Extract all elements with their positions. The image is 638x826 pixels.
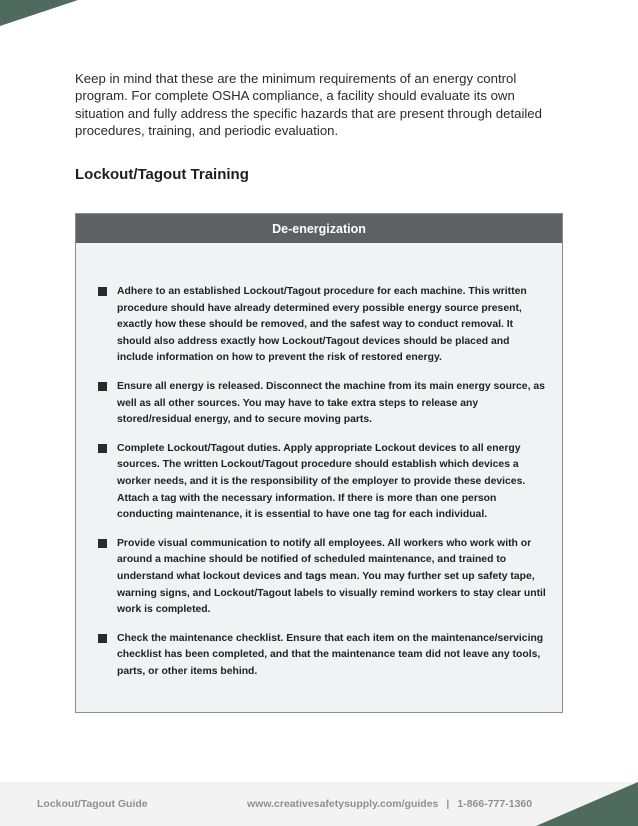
list-item-text: Ensure all energy is released. Disconnect the machine from its main energy source, as well as all other sources. You may have to take extra steps to release any stored/residual energy, and to secure moving parts. bbox=[117, 380, 545, 426]
de-energization-box bbox=[75, 213, 563, 713]
list-item-text: Adhere to an established Lockout/Tagout procedure for each machine. This written procedure should have already determined every possible energy source present, exactly how these should be removed, and the safest way to conduct removal. It should also address exactly how Lockout/Tagout devices should be placed and include information on how to prevent the risk of restored energy. bbox=[117, 286, 527, 364]
intro-paragraph: Keep in mind that these are the minimum requirements of an energy control program. For complete OSHA compliance, a facility should evaluate its own situation and fully address the specific hazards that are present through detailed procedures, training, and periodic evaluation. bbox=[75, 71, 542, 138]
list-item bbox=[76, 536, 562, 619]
footer-separator: | bbox=[446, 798, 450, 810]
list-item bbox=[76, 631, 562, 681]
corner-decoration-top-left bbox=[0, 0, 78, 26]
list-item bbox=[76, 284, 562, 367]
square-bullet-icon bbox=[98, 539, 107, 548]
list-item-text: Provide visual communication to notify all employees. All workers who work with or around a machine should be notified of scheduled maintenance, and trained to understand what lockout devices and tags mean. You may further set up safety tape, warning signs, and Lockout/Tagout labels to visually remind workers to stay clear until work is completed. bbox=[117, 537, 546, 616]
square-bullet-icon bbox=[98, 444, 107, 453]
page-footer bbox=[0, 782, 638, 826]
footer-contact bbox=[247, 798, 532, 810]
list-item-text: Complete Lockout/Tagout duties. Apply appropriate Lockout devices to all energy sources. The written Lockout/Tagout procedure should establish which devices a worker needs, and it is the responsibility of the employer to provide these devices. Attach a tag with the necessary information. If there is more than one person conducting maintenance, it is essential to have one tag for each individual. bbox=[117, 442, 526, 521]
footer-website-link[interactable]: www.creativesafetysupply.com/guides bbox=[247, 798, 439, 810]
footer-guide-name: Lockout/Tagout Guide bbox=[37, 798, 148, 810]
de-energization-list bbox=[76, 284, 562, 692]
list-item bbox=[76, 379, 562, 429]
footer-phone: 1-866-777-1360 bbox=[457, 798, 533, 810]
list-item-text: Check the maintenance checklist. Ensure that each item on the maintenance/servicing checklist has been completed, and that the maintenance team did not leave any tools, parts, or other items behind. bbox=[117, 632, 544, 677]
list-item bbox=[76, 441, 562, 524]
square-bullet-icon bbox=[98, 287, 107, 296]
box-header: De-energization bbox=[76, 214, 562, 243]
square-bullet-icon bbox=[98, 382, 107, 391]
section-title: Lockout/Tagout Training bbox=[75, 166, 249, 183]
square-bullet-icon bbox=[98, 634, 107, 643]
corner-decoration-bottom-right bbox=[536, 782, 638, 826]
